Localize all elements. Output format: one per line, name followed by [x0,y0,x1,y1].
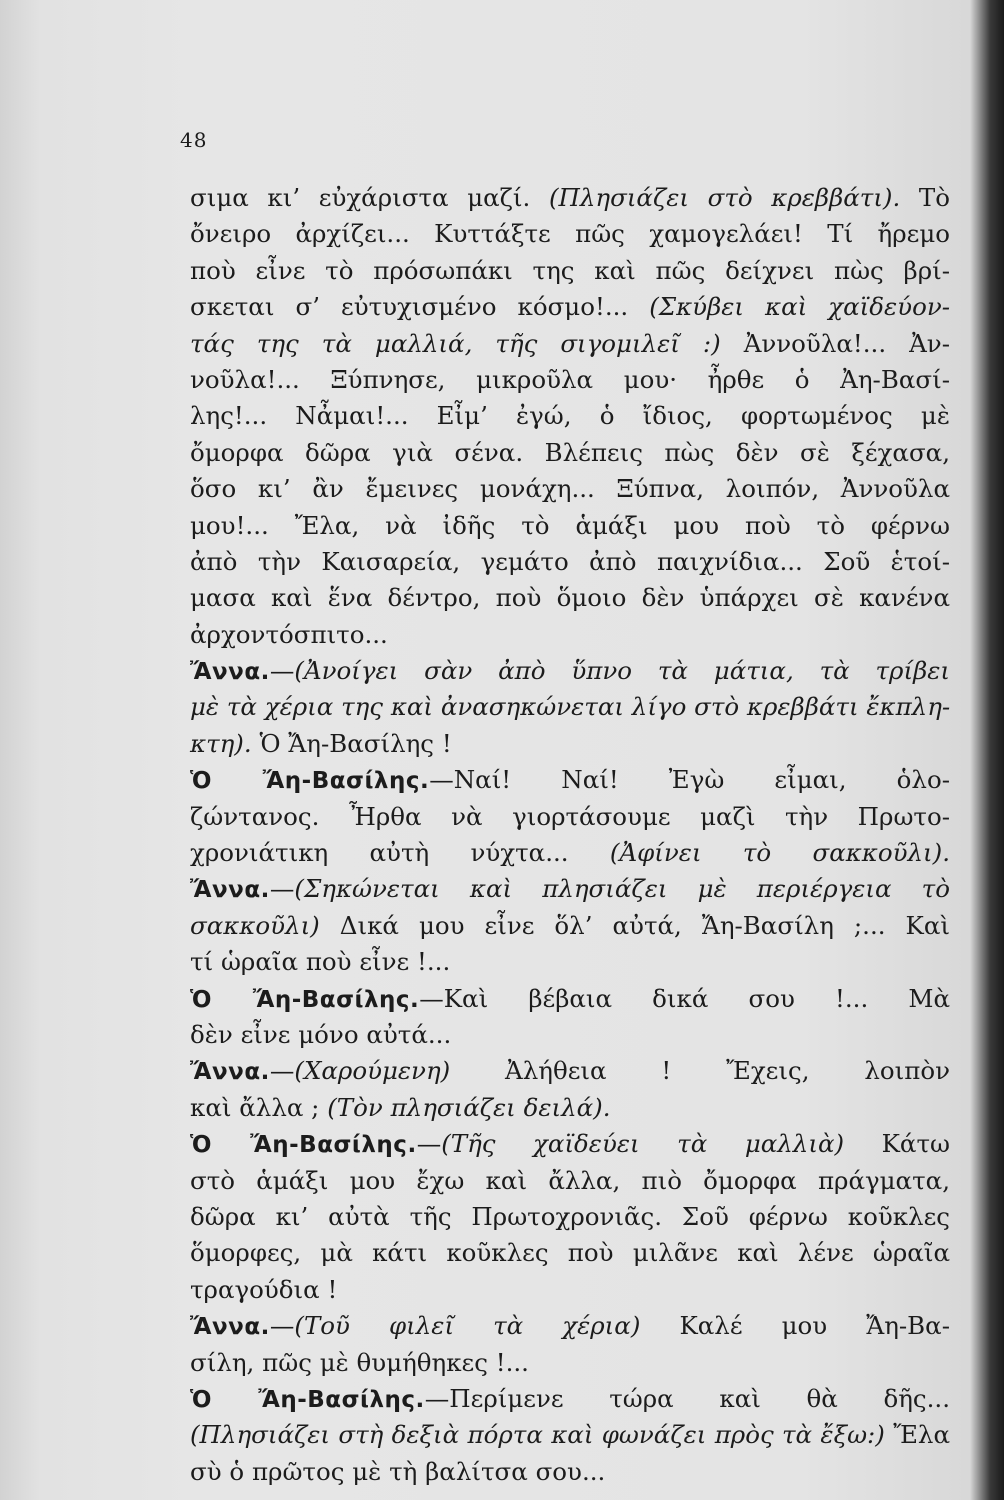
stage-direction: (Ἀφίνει τὸ σακκοῦλι). [609,838,950,868]
dialogue-text: Τὸ [900,183,950,212]
dialogue-text: ἀρχοντόσπιτο... [190,619,388,649]
text-line [190,289,950,325]
text-line [190,871,950,907]
stage-direction: (Σηκώνεται καὶ πλησιάζει μὲ περιέργεια τὸ [294,874,950,904]
text-line [190,981,950,1017]
stage-direction: τάς της τὰ μαλλιά, τῆς σιγομιλεῖ :) [190,328,721,358]
dialogue-text: σκεται σ’ εὐτυχισμένο κόσμο!... [190,292,650,322]
dialogue-text: δὲν εἶνε μόνο αὐτά... [190,1019,452,1049]
text-line [190,1381,950,1417]
text-line [190,362,950,398]
text-line [190,1017,950,1053]
dialogue-text: —Ναί! Ναί! Ἐγὼ εἶμαι, ὁλο- [429,765,950,795]
text-line [190,216,950,252]
dialogue-text: — [269,656,295,686]
text-line [190,253,950,289]
text-line [190,762,950,798]
speaker-name: Ἄννα. [190,877,270,904]
speaker-name: Ὁ Ἄη-Βασίλης. [190,1132,417,1159]
stage-direction: (Ἀνοίγει σὰν ἀπὸ ὕπνο τὰ μάτια, τὰ τρίβει [294,656,950,686]
dialogue-text: —Καὶ βέβαια δικά σου !... Μὰ [419,983,950,1013]
text-line [190,835,950,871]
dialogue-text: τί ὡραῖα ποὺ εἶνε !... [190,947,451,977]
text-line [190,689,950,725]
text-line [190,1090,950,1126]
dialogue-text: ὅσο κι’ ἂν ἔμεινες μονάχη... Ξύπνα, λοιπόν, Ἀννοῦλα [190,474,950,504]
dialogue-text: Δικά μου εἶνε ὅλ’ αὐτά, Ἄη-Βασίλη ;... Καὶ [319,910,950,940]
dialogue-text: ποὺ εἶνε τὸ πρόσωπάκι της καὶ πῶς δείχνει πὼς βρί- [190,255,950,285]
dialogue-text: Ὁ Ἄη-Βασίλης ! [251,728,452,758]
dialogue-text: —Περίμενε τώρα καὶ θὰ δῆς... [424,1383,950,1413]
dialogue-text: νοῦλα!... Ξύπνησε, μικροῦλα μου· ἦρθε ὁ Ἀη-Βασί- [190,364,950,394]
stage-direction: (Πλησιάζει στὸ κρεββάτι). [548,183,901,212]
text-line [190,944,950,980]
speaker-name: Ἄννα. [190,659,270,686]
text-line [190,617,950,653]
dialogue-text: μασα καὶ ἕνα δέντρο, ποὺ ὅμοιο δὲν ὑπάρχει σὲ κανένα [190,583,950,613]
stage-direction: (Σκύβει καὶ χαϊδεύον- [649,292,950,322]
dialogue-text: καὶ ἄλλα ; [190,1092,328,1122]
stage-direction: (Τὸν πλησιάζει δειλά). [327,1092,611,1122]
stage-direction: (Τῆς χαϊδεύει τὰ μαλλιὰ) [441,1129,845,1159]
speaker-name: Ὁ Ἄη-Βασίλης. [190,1386,425,1413]
text-line [190,508,950,544]
dialogue-text: ἀπὸ τὴν Καισαρεία, γεμάτο ἀπὸ παιχνίδια... Σοῦ ἑτοί- [190,546,950,576]
text-line [190,580,950,616]
text-line [190,326,950,362]
dialogue-text: ὅμορφες, μὰ κάτι κοῦκλες ποὺ μιλᾶνε καὶ λένε ὡραῖα [190,1238,950,1268]
dialogue-text: μου!... Ἔλα, νὰ ἰδῆς τὸ ἁμάξι μου ποὺ τὸ φέρνω [190,510,950,540]
text-line [190,1235,950,1271]
text-line [190,1417,950,1453]
dialogue-text: λης!... Νἆμαι!... Εἶμ’ ἐγώ, ὁ ἴδιος, φορτωμένος μὲ [190,401,950,431]
text-line [190,435,950,471]
text-line [190,1454,950,1490]
dialogue-text: Κάτω [844,1129,951,1159]
dialogue-text: — [269,874,295,904]
dialogue-text: ὄμορφα δῶρα γιὰ σένα. Βλέπεις πὼς δὲν σὲ ξέχασα, [190,437,950,467]
stage-direction: (Τοῦ φιλεῖ τὰ χέρια) [294,1311,641,1341]
text-line [190,1272,950,1308]
text-line [190,1308,950,1344]
speaker-name: Ὁ Ἄη-Βασίλης. [190,768,430,795]
speaker-name: Ἄννα. [190,1059,270,1086]
dialogue-text: — [269,1056,295,1086]
dialogue-text: Ἔλα [884,1420,950,1450]
dialogue-text: Ἀννοῦλα!... Ἀν- [720,328,950,358]
speaker-name: Ὁ Ἄη-Βασίλης. [190,986,420,1013]
text-line [190,1345,950,1381]
dialogue-text: δῶρα κι’ αὐτὰ τῆς Πρωτοχρονιᾶς. Σοῦ φέρνω κοῦκλες [190,1201,950,1231]
dialogue-text: — [269,1311,295,1341]
text-line [190,180,950,216]
dialogue-text: Καλέ μου Ἄη-Βα- [640,1311,950,1341]
dialogue-text: τραγούδια ! [190,1274,338,1304]
dialogue-text: στὸ ἁμάξι μου ἔχω καὶ ἄλλα, πιὸ ὄμορφα πράγματα, [190,1165,950,1195]
text-line [190,908,950,944]
text-line [190,544,950,580]
dialogue-text: — [416,1129,442,1159]
dialogue-text: σίλη, πῶς μὲ θυμήθηκες !... [190,1347,529,1377]
dialogue-text: σὺ ὁ πρῶτος μὲ τὴ βαλίτσα σου... [190,1456,606,1486]
dialogue-text: Ἀλήθεια ! Ἔχεις, λοιπὸν [450,1056,950,1086]
page-text [190,180,950,1490]
text-line [190,1126,950,1162]
text-line [190,1163,950,1199]
text-line [190,398,950,434]
text-line [190,653,950,689]
dialogue-text: ὄνειρο ἀρχίζει... Κυττάξτε πῶς χαμογελάει! Τί ἤρεμο [190,219,950,249]
dialogue-text: χρονιάτικη αὐτὴ νύχτα... [190,838,610,868]
stage-direction: κτη). [190,728,252,758]
stage-direction: (Πλησιάζει στὴ δεξιὰ πόρτα καὶ φωνάζει πρὸς τὰ ἔξω:) [190,1420,885,1450]
page-number: 48 [180,128,208,152]
text-line [190,1053,950,1089]
dialogue-text: ζώντανος. Ἦρθα νὰ γιορτάσουμε μαζὶ τὴν Πρωτο- [190,801,950,831]
dialogue-text: σιμα κι’ εὐχάριστα μαζί. [190,183,549,212]
speaker-name: Ἄννα. [190,1314,270,1341]
stage-direction: μὲ τὰ χέρια της καὶ ἀνασηκώνεται λίγο στὸ κρεββάτι ἔκπλη- [190,692,951,722]
text-line [190,1199,950,1235]
stage-direction: (Χαρούμενη) [294,1056,451,1086]
text-line [190,471,950,507]
text-line [190,726,950,762]
text-line [190,799,950,835]
stage-direction: σακκοῦλι) [190,910,320,940]
